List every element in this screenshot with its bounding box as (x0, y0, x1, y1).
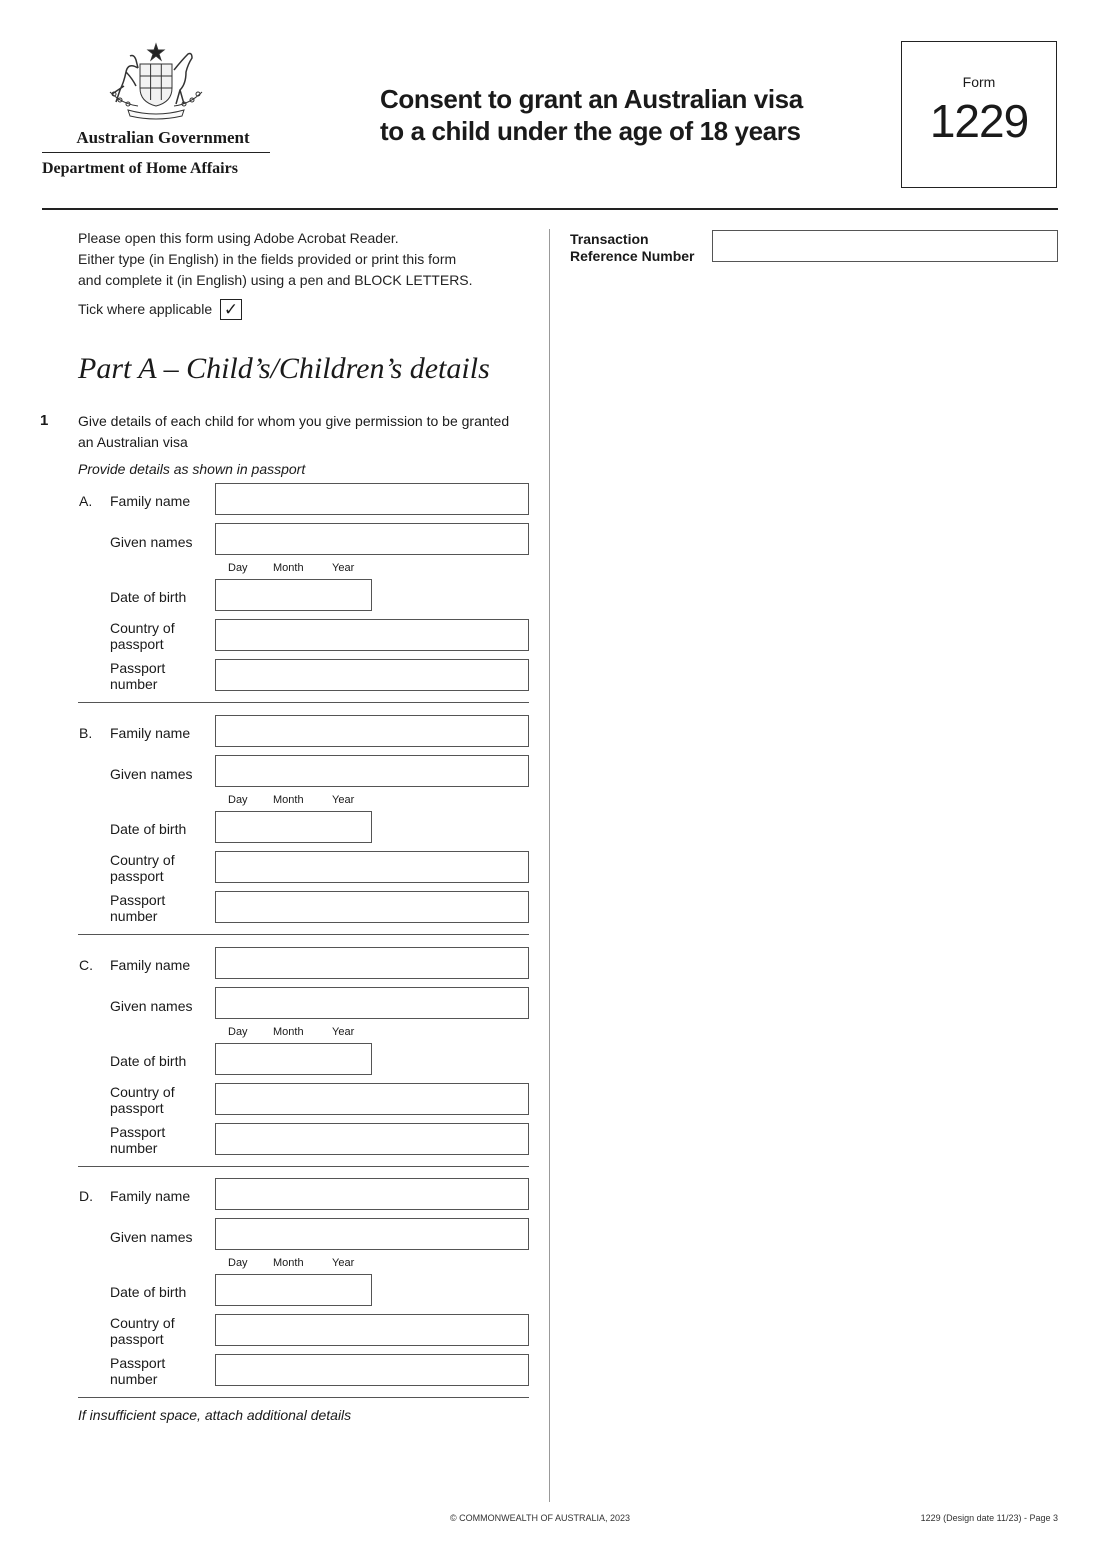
country-of-passport-input[interactable] (215, 1083, 529, 1115)
given-names-label: Given names (110, 766, 193, 782)
day-label: Day (228, 794, 248, 806)
year-label: Year (332, 794, 355, 806)
country-label-line-2: passport (110, 636, 164, 652)
government-name: Australian Government (76, 128, 250, 147)
insufficient-space-note: If insufficient space, attach additional details (78, 1407, 352, 1423)
passport-number-label (110, 892, 165, 924)
transaction-reference-label-line-2: Reference Number (570, 248, 695, 264)
tick-instruction-label: Tick where applicable (78, 301, 213, 317)
passport-number-input[interactable] (215, 891, 529, 923)
country-label-line-2: passport (110, 1100, 164, 1116)
given-names-label: Given names (110, 1229, 193, 1245)
intro-line-3: and complete it (in English) using a pen and BLOCK LETTERS. (78, 272, 473, 288)
family-name-label: Family name (110, 725, 191, 741)
date-of-birth-label: Date of birth (110, 821, 187, 837)
month-label: Month (273, 794, 304, 806)
passport-label-line-1: Passport (110, 892, 166, 908)
page-info-footer: 1229 (Design date 11/23) - Page 3 (920, 1513, 1058, 1523)
transaction-reference-label (570, 231, 695, 265)
intro-line-2: Either type (in English) in the fields provided or print this form (78, 251, 457, 267)
government-divider (42, 152, 270, 153)
date-of-birth-input[interactable] (215, 1274, 372, 1306)
form-label: Form (962, 74, 996, 90)
year-label: Year (332, 562, 355, 574)
country-of-passport-input[interactable] (215, 851, 529, 883)
country-label-line-1: Country of (110, 1315, 175, 1331)
passport-label-line-2: number (110, 1371, 158, 1387)
given-names-label: Given names (110, 998, 193, 1014)
transaction-reference-input[interactable] (712, 230, 1058, 262)
passport-number-label (110, 1124, 165, 1156)
family-name-input[interactable] (215, 715, 529, 747)
question-note: Provide details as shown in passport (78, 461, 306, 477)
passport-label-line-2: number (110, 1140, 158, 1156)
family-name-label: Family name (110, 493, 191, 509)
child-letter: A. (79, 493, 93, 509)
passport-label-line-1: Passport (110, 1124, 166, 1140)
header-divider (42, 208, 1058, 210)
part-a-heading: Part A – Child’s/Children’s details (78, 352, 490, 385)
month-label: Month (273, 1026, 304, 1038)
family-name-label: Family name (110, 957, 191, 973)
country-of-passport-label (110, 620, 175, 652)
child-section-divider (78, 934, 529, 935)
given-names-label: Given names (110, 534, 193, 550)
given-names-input[interactable] (215, 523, 529, 555)
child-letter: B. (79, 725, 93, 741)
form-title-line-1: Consent to grant an Australian visa (380, 84, 803, 114)
child-letter: D. (79, 1188, 93, 1204)
child-section-divider (78, 702, 529, 703)
family-name-input[interactable] (215, 947, 529, 979)
country-of-passport-input[interactable] (215, 619, 529, 651)
country-of-passport-label (110, 1315, 175, 1347)
passport-number-label (110, 660, 165, 692)
country-label-line-1: Country of (110, 1084, 175, 1100)
question-text-line-1: Give details of each child for whom you give permission to be granted (78, 413, 510, 429)
child-section-d (0, 1178, 549, 1410)
tick-example-checkbox-icon: ✓ (220, 299, 242, 320)
passport-number-input[interactable] (215, 659, 529, 691)
passport-number-label (110, 1355, 165, 1387)
month-label: Month (273, 1257, 304, 1269)
given-names-input[interactable] (215, 1218, 529, 1250)
date-of-birth-label: Date of birth (110, 1284, 187, 1300)
year-label: Year (332, 1026, 355, 1038)
column-divider (549, 229, 550, 1502)
date-of-birth-input[interactable] (215, 579, 372, 611)
date-of-birth-input[interactable] (215, 1043, 372, 1075)
child-letter: C. (79, 957, 93, 973)
given-names-input[interactable] (215, 755, 529, 787)
family-name-input[interactable] (215, 483, 529, 515)
passport-label-line-2: number (110, 908, 158, 924)
passport-label-line-2: number (110, 676, 158, 692)
date-of-birth-label: Date of birth (110, 1053, 187, 1069)
country-label-line-1: Country of (110, 620, 175, 636)
country-of-passport-label (110, 1084, 175, 1116)
country-label-line-2: passport (110, 868, 164, 884)
date-of-birth-label: Date of birth (110, 589, 187, 605)
day-label: Day (228, 562, 248, 574)
passport-label-line-1: Passport (110, 1355, 166, 1371)
country-label-line-2: passport (110, 1331, 164, 1347)
child-section-divider (78, 1397, 529, 1398)
month-label: Month (273, 562, 304, 574)
child-section-b (0, 715, 549, 947)
country-of-passport-input[interactable] (215, 1314, 529, 1346)
passport-number-input[interactable] (215, 1123, 529, 1155)
date-of-birth-input[interactable] (215, 811, 372, 843)
child-section-c (0, 947, 549, 1179)
passport-label-line-1: Passport (110, 660, 166, 676)
day-label: Day (228, 1257, 248, 1269)
intro-line-1: Please open this form using Adobe Acrobat Reader. (78, 230, 399, 246)
family-name-label: Family name (110, 1188, 191, 1204)
year-label: Year (332, 1257, 355, 1269)
country-label-line-1: Country of (110, 852, 175, 868)
transaction-reference-label-line-1: Transaction (570, 231, 649, 247)
department-name: Department of Home Affairs (42, 160, 238, 177)
coat-of-arms-logo (102, 42, 210, 122)
form-title-line-2: to a child under the age of 18 years (380, 116, 801, 146)
family-name-input[interactable] (215, 1178, 529, 1210)
country-of-passport-label (110, 852, 175, 884)
question-text-line-2: an Australian visa (78, 434, 188, 450)
child-section-a (0, 483, 549, 715)
passport-number-input[interactable] (215, 1354, 529, 1386)
copyright-footer: © COMMONWEALTH OF AUSTRALIA, 2023 (450, 1513, 630, 1523)
question-number: 1 (40, 412, 49, 429)
day-label: Day (228, 1026, 248, 1038)
form-number: 1229 (929, 95, 1029, 147)
given-names-input[interactable] (215, 987, 529, 1019)
child-section-divider (78, 1166, 529, 1167)
